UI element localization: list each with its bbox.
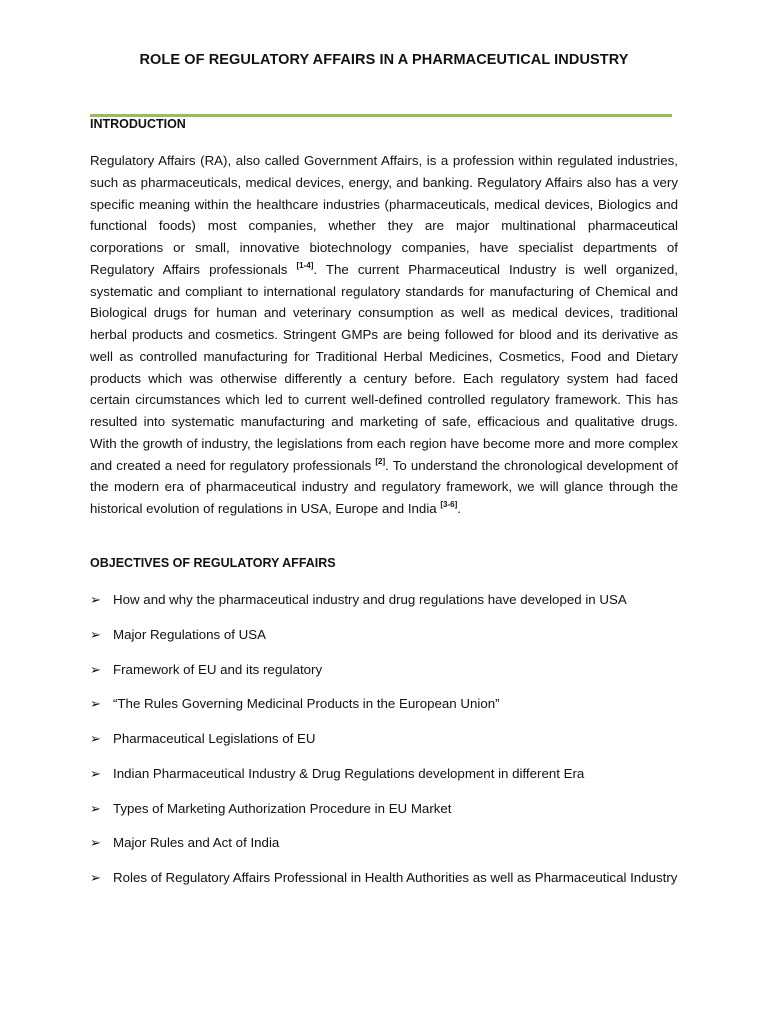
list-item-text: Types of Marketing Authorization Procedure in EU Market [113, 800, 452, 816]
objectives-heading: OBJECTIVES OF REGULATORY AFFAIRS [90, 556, 336, 570]
intro-text-part3: . To understand the chronological development of the modern era of pharmaceutical industry and regulatory framework, we will glance through the historical evolution of regulations in USA, Europe and India [90, 457, 678, 516]
list-item [90, 589, 678, 611]
arrow-bullet-icon: ➢ [90, 661, 101, 677]
citation-3-6: [3-6] [440, 500, 458, 509]
introduction-heading: INTRODUCTION [90, 117, 186, 131]
arrow-bullet-icon: ➢ [90, 696, 101, 712]
arrow-bullet-icon: ➢ [90, 800, 101, 816]
arrow-bullet-icon: ➢ [90, 731, 101, 746]
citation-1-4: [1-4] [296, 260, 314, 270]
list-item-text: Major Regulations of USA [113, 626, 266, 642]
list-item [90, 832, 678, 854]
list-item [90, 867, 678, 889]
arrow-bullet-icon: ➢ [90, 835, 101, 851]
list-item [90, 624, 678, 646]
list-item [90, 693, 678, 715]
intro-text-part2: . The current Pharmaceutical Industry is well organized, systematic and compliant to international regulatory standards for manufacturing of Chemical and Biological drugs for human and veterinary consumption as well as medical devices, traditional herbal products and cosmetics. Stringent GMPs are being followed for blood and its derivative as well as controlled manufacturing for Traditional Herbal Medicines, Cosmetics, Food and Dietary products which was otherwise differently a century before. Each regulatory system had faced certain circumstances which led to current well-defined controlled regulatory framework. This has resulted into systematic manufacturing and marketing of safe, efficacious and qualitative drugs. With the growth of industry, the legislations from each region have become more and more complex and created a need for regulatory professionals [90, 261, 678, 473]
list-item-text: Roles of Regulatory Affairs Professional in Health Authorities as well as Pharmaceutical Industry [113, 870, 678, 885]
list-item-text: How and why the pharmaceutical industry and drug regulations have developed in USA [113, 592, 627, 607]
list-item [90, 798, 678, 820]
arrow-bullet-icon: ➢ [90, 626, 101, 642]
list-item-text: Framework of EU and its regulatory [113, 661, 323, 677]
list-item-text: Major Rules and Act of India [113, 835, 280, 851]
objectives-list [90, 589, 678, 902]
list-item-text: Pharmaceutical Legislations of EU [113, 731, 316, 746]
arrow-bullet-icon: ➢ [90, 592, 101, 607]
arrow-bullet-icon: ➢ [90, 765, 101, 781]
intro-text-part1: Regulatory Affairs (RA), also called Government Affairs, is a profession within regulated industries, such as pharmaceuticals, medical devices, energy, and banking. Regulatory Affairs also has a very specific meaning within the healthcare industries (pharmaceuticals, medical devices, Biologics and functional foods) most companies, whether they are major multinational pharmaceutical corporations or small, innovative biotechnology companies, have specialist departments of Regulatory Affairs professionals [90, 153, 678, 277]
document-title: ROLE OF REGULATORY AFFAIRS IN A PHARMACEUTICAL INDUSTRY [139, 52, 629, 68]
list-item-text: “The Rules Governing Medicinal Products in the European Union” [113, 696, 500, 712]
intro-text-part4: . [457, 501, 461, 516]
list-item [90, 659, 678, 681]
list-item [90, 763, 678, 785]
introduction-paragraph [90, 150, 678, 520]
list-item [90, 728, 678, 750]
arrow-bullet-icon: ➢ [90, 870, 101, 885]
citation-2: [2] [375, 456, 386, 466]
list-item-text: Indian Pharmaceutical Industry & Drug Regulations development in different Era [113, 765, 585, 781]
